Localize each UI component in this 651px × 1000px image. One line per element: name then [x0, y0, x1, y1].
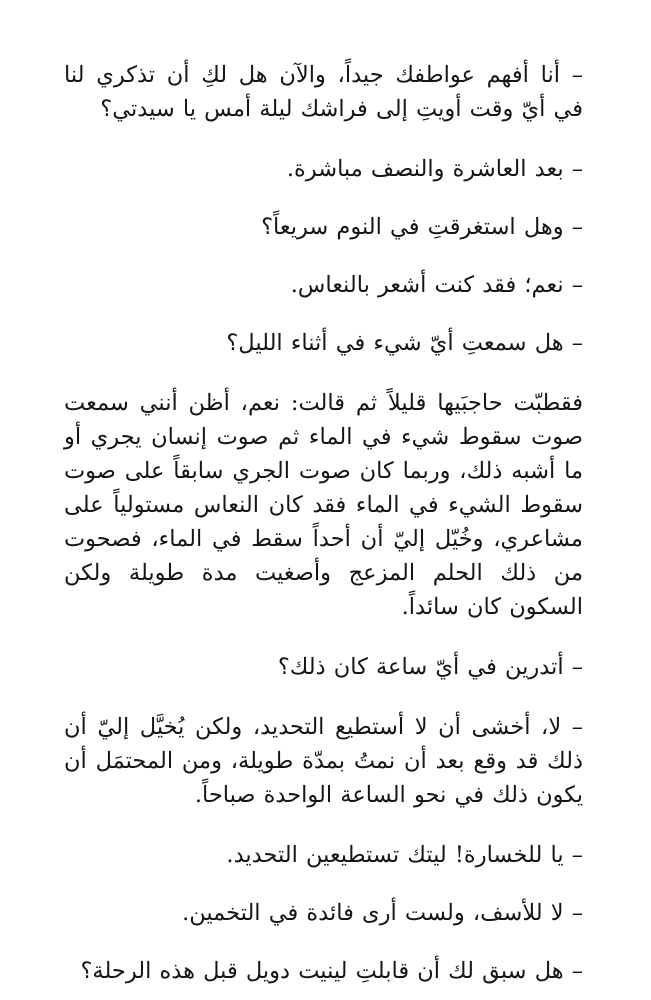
dialogue-line: – لا للأسف، ولست أرى فائدة في التخمين. [182, 900, 583, 926]
dialogue-line: – هل سبق لك أن قابلتِ لينيت دويل قبل هذه الرحلة؟ [80, 958, 583, 984]
dialogue-line: – أنا أفهم عواطفك جيداً، والآن هل لكِ أن تذكري لنا في أيّ وقت أويتِ إلى فراشك ليلة أمس يا سيدتي؟ [64, 62, 583, 122]
dialogue-line: – لا، أخشى أن لا أستطيع التحديد، ولكن يُخيَّل إليّ أن ذلك قد وقع بعد أن نمتُ بمدّة طويلة، ومن المحتمَل أن يكون ذلك في نحو الساعة الواحدة صباحاً. [64, 714, 583, 808]
dialogue-line: – أتدرين في أيّ ساعة كان ذلك؟ [277, 654, 583, 680]
dialogue-line: – وهل استغرقتِ في النوم سريعاً؟ [261, 214, 583, 240]
dialogue-line: – هل سمعتِ أيّ شيء في أثناء الليل؟ [226, 330, 583, 356]
dialogue-line: – بعد العاشرة والنصف مباشرة. [286, 156, 583, 182]
narrative-paragraph: فقطبّت حاجبَيها قليلاً ثم قالت: نعم، أظن أنني سمعت صوت سقوط شيء في الماء ثم صوت إنسان يجري أو ما أشبه ذلك، وربما كان صوت الجري سابقاً على صوت سقوط الشيء في الماء فقد كان النعاس مستولياً على مشاعري، وخُيّل إليّ أن أحداً سقط في الماء، فصحوت من ذلك الحلم المزعج وأصغيت مدة طويلة ولكن السكون كان سائداً. [64, 390, 583, 620]
dialogue-line: – يا للخسارة! ليتك تستطيعين التحديد. [226, 842, 583, 868]
book-page [64, 58, 583, 988]
dialogue-line: – نعم؛ فقد كنت أشعر بالنعاس. [290, 272, 583, 298]
